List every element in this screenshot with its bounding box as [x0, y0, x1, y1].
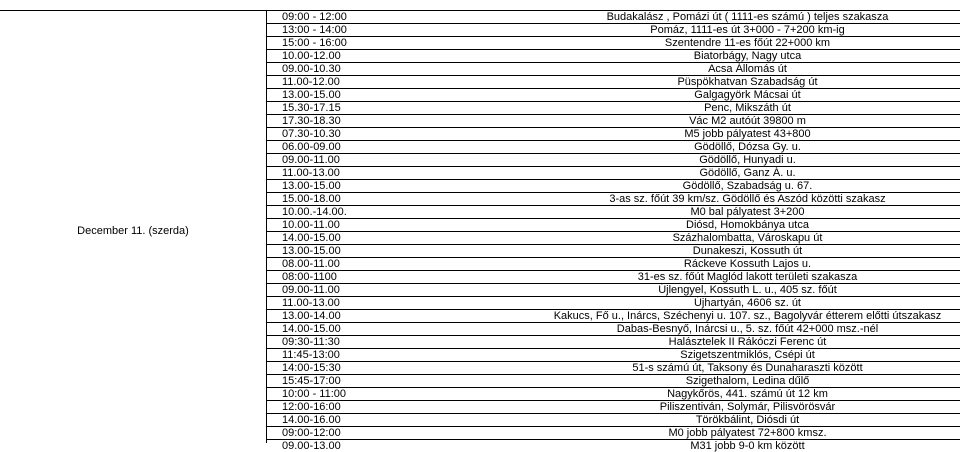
table-row [267, 76, 960, 89]
time-cell: 07.30-10.30 [267, 128, 535, 141]
location-cell: Galgagyörk Mácsai út [535, 89, 960, 102]
time-cell: 13.00-15.00 [267, 180, 535, 193]
location-cell: Biatorbágy, Nagy utca [535, 50, 960, 63]
date-label: December 11. (szerda) [77, 225, 189, 237]
time-cell: 09.00-13.00 [267, 440, 535, 452]
table-row [267, 50, 960, 63]
location-cell: Halásztelek II Rákóczi Ferenc út [535, 336, 960, 349]
table-row [267, 102, 960, 115]
location-cell: Piliszentiván, Solymár, Pilisvörösvár [535, 401, 960, 414]
schedule-table [267, 10, 960, 452]
location-cell: Dunakeszi, Kossuth út [535, 245, 960, 258]
time-cell: 13.00-14.00 [267, 310, 535, 323]
time-cell: 13.00-15.00 [267, 89, 535, 102]
location-cell: 51-s számú út, Taksony és Dunaharaszti között [535, 362, 960, 375]
time-cell: 06.00-09.00 [267, 141, 535, 154]
time-cell: 10.00-11.00 [267, 219, 535, 232]
table-row [267, 193, 960, 206]
table-row [267, 115, 960, 128]
table-row [267, 440, 960, 452]
table-row [267, 427, 960, 440]
table-row [267, 414, 960, 427]
table-row [267, 323, 960, 336]
table-row [267, 375, 960, 388]
time-cell: 13.00-15.00 [267, 245, 535, 258]
location-cell: M31 jobb 9-0 km között [535, 440, 960, 452]
table-row [267, 24, 960, 37]
table-row [267, 141, 960, 154]
time-cell: 09:30-11:30 [267, 336, 535, 349]
time-cell: 08:00-1100 [267, 271, 535, 284]
time-cell: 10.00.-14.00. [267, 206, 535, 219]
location-cell: M5 jobb pályatest 43+800 [535, 128, 960, 141]
table-row [267, 128, 960, 141]
time-cell: 10.00-12.00 [267, 50, 535, 63]
time-cell: 10:00 - 11:00 [267, 388, 535, 401]
table-row [267, 154, 960, 167]
table-row [267, 284, 960, 297]
table-row [267, 258, 960, 271]
location-cell: Ráckeve Kossuth Lajos u. [535, 258, 960, 271]
location-cell: Gödöllő, Dózsa Gy. u. [535, 141, 960, 154]
time-cell: 11.00-13.00 [267, 297, 535, 310]
table-row [267, 297, 960, 310]
table-row [267, 362, 960, 375]
location-cell: Szigetszentmiklós, Csépi út [535, 349, 960, 362]
time-cell: 14.00-16.00 [267, 414, 535, 427]
time-cell: 09:00 - 12:00 [267, 11, 535, 24]
location-cell: Nagykőrös, 441. számú út 12 km [535, 388, 960, 401]
time-cell: 15:45-17:00 [267, 375, 535, 388]
location-cell: 3-as sz. főút 39 km/sz. Gödöllő és Aszód közötti szakasz [535, 193, 960, 206]
location-cell: Törökbálint, Diósdi út [535, 414, 960, 427]
table-row [267, 37, 960, 50]
location-cell: Budakalász , Pomázi út ( 1111-es számú ) teljes szakasza [535, 11, 960, 24]
time-cell: 09.00-11.00 [267, 154, 535, 167]
location-cell: Újhartyán, 4606 sz. út [535, 297, 960, 310]
time-cell: 14:00-15:30 [267, 362, 535, 375]
table-row [267, 336, 960, 349]
time-cell: 17.30-18.30 [267, 115, 535, 128]
table-row [267, 245, 960, 258]
table-row [267, 89, 960, 102]
location-cell: Gödöllő, Ganz Á. u. [535, 167, 960, 180]
time-cell: 13:00 - 14:00 [267, 24, 535, 37]
location-cell: Szentendre 11-es főút 22+000 km [535, 37, 960, 50]
table-row [267, 63, 960, 76]
location-cell: Püspökhatvan Szabadság út [535, 76, 960, 89]
table-row [267, 401, 960, 414]
location-cell: Újlengyel, Kossuth L. u., 405 sz. főút [535, 284, 960, 297]
table-row [267, 11, 960, 24]
location-cell: Szigethalom, Ledina dűlő [535, 375, 960, 388]
location-cell: Pomáz, 1111-es út 3+000 - 7+200 km-ig [535, 24, 960, 37]
table-row [267, 388, 960, 401]
time-cell: 09.00-10.30 [267, 63, 535, 76]
time-cell: 11:45-13:00 [267, 349, 535, 362]
time-cell: 11.00-12.00 [267, 76, 535, 89]
location-cell: Kakucs, Fő u., Inárcs, Széchenyi u. 107. sz., Bagolyvár étterem előtti útszakasz [535, 310, 960, 323]
location-cell: Acsa Állomás út [535, 63, 960, 76]
table-row [267, 206, 960, 219]
location-cell: Vác M2 autóút 39800 m [535, 115, 960, 128]
location-cell: M0 jobb pályatest 72+800 kmsz. [535, 427, 960, 440]
time-cell: 15:00 - 16:00 [267, 37, 535, 50]
time-cell: 09.00-11.00 [267, 284, 535, 297]
location-cell: Gödöllő, Hunyadi u. [535, 154, 960, 167]
table-row [267, 310, 960, 323]
table-row [267, 219, 960, 232]
location-cell: M0 bal pályatest 3+200 [535, 206, 960, 219]
time-cell: 12:00-16:00 [267, 401, 535, 414]
location-cell: Százhalombatta, Városkapu út [535, 232, 960, 245]
table-row [267, 167, 960, 180]
location-cell: Dabas-Besnyő, Inárcsi u., 5. sz. főút 42+000 msz.-nél [535, 323, 960, 336]
time-cell: 15.30-17.15 [267, 102, 535, 115]
time-cell: 14.00-15.00 [267, 232, 535, 245]
date-cell [0, 10, 267, 443]
location-cell: Diósd, Homokbánya utca [535, 219, 960, 232]
location-cell: Gödöllő, Szabadság u. 67. [535, 180, 960, 193]
time-cell: 11.00-13.00 [267, 167, 535, 180]
table-row [267, 180, 960, 193]
time-cell: 14.00-15.00 [267, 323, 535, 336]
table-row [267, 232, 960, 245]
table-row [267, 271, 960, 284]
time-cell: 09:00-12:00 [267, 427, 535, 440]
location-cell: Penc, Mikszáth út [535, 102, 960, 115]
time-cell: 15.00-18.00 [267, 193, 535, 206]
table-row [267, 349, 960, 362]
time-cell: 08.00-11.00 [267, 258, 535, 271]
location-cell: 31-es sz. főút Maglód lakott területi szakasza [535, 271, 960, 284]
